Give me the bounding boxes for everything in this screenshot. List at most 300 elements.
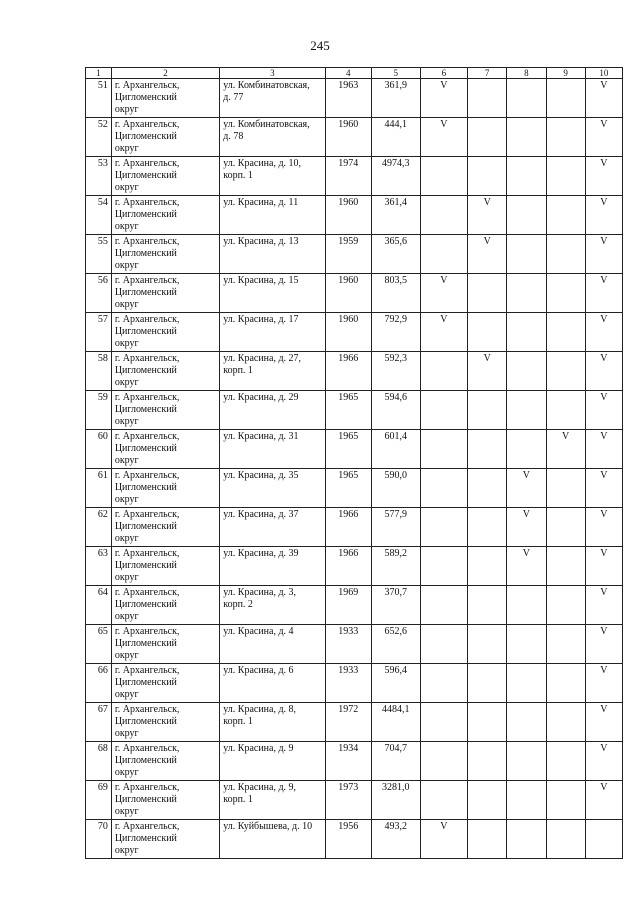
check-mark: V xyxy=(483,236,491,247)
col9-cell xyxy=(546,586,585,625)
address-line-1: ул. Красина, д. 13 xyxy=(223,236,299,247)
col10-cell xyxy=(585,157,622,196)
col8-cell xyxy=(507,703,546,742)
city-text: г. Архангельск, xyxy=(114,119,180,130)
col7-cell xyxy=(468,664,507,703)
row-number: 54 xyxy=(97,197,108,208)
address-cell xyxy=(220,430,325,469)
housing-table xyxy=(85,67,623,859)
page-number: 245 xyxy=(310,38,330,53)
year-value: 1972 xyxy=(338,704,359,715)
row-number: 62 xyxy=(97,509,108,520)
city-text: г. Архангельск, xyxy=(114,197,180,208)
col9-cell xyxy=(546,430,585,469)
locality-cell xyxy=(111,547,219,586)
area-value: 803,5 xyxy=(384,275,408,286)
col10-cell xyxy=(585,313,622,352)
year-cell xyxy=(325,781,371,820)
row-number-cell xyxy=(86,235,112,274)
year-value: 1959 xyxy=(338,236,359,247)
col10-cell xyxy=(585,820,622,859)
col6-cell xyxy=(420,352,468,391)
table-body xyxy=(86,79,623,859)
col10-cell xyxy=(585,547,622,586)
row-number: 53 xyxy=(97,158,108,169)
address-line-1: ул. Красина, д. 39 xyxy=(223,548,299,559)
district-text: Цигломенский xyxy=(114,638,177,649)
area-value: 3281,0 xyxy=(382,782,410,793)
check-mark: V xyxy=(522,470,531,481)
check-mark: V xyxy=(600,665,608,676)
address-line-1: ул. Красина, д. 37 xyxy=(223,509,299,520)
area-value: 594,6 xyxy=(384,392,408,403)
locality-cell xyxy=(111,508,219,547)
col6-cell xyxy=(420,742,468,781)
address-line-1: ул. Красина, д. 17 xyxy=(223,314,299,325)
area-cell xyxy=(372,508,421,547)
year-value: 1960 xyxy=(338,197,359,208)
col9-cell xyxy=(546,781,585,820)
col10-cell xyxy=(585,391,622,430)
row-number-cell xyxy=(86,586,112,625)
year-value: 1960 xyxy=(338,314,359,325)
row-number: 70 xyxy=(97,821,108,832)
table-row xyxy=(86,391,623,430)
address-cell xyxy=(220,274,325,313)
district-suffix-text: округ xyxy=(114,416,139,427)
district-text: Цигломенский xyxy=(114,833,177,844)
year-cell xyxy=(325,625,371,664)
area-cell xyxy=(372,274,421,313)
col10-cell xyxy=(585,703,622,742)
address-line-1: ул. Красина, д. 9, xyxy=(223,782,297,793)
area-cell xyxy=(372,430,421,469)
address-cell xyxy=(220,352,325,391)
address-line-2: корп. 1 xyxy=(223,170,253,181)
col6-cell xyxy=(420,430,468,469)
area-cell xyxy=(372,196,421,235)
address-cell xyxy=(220,586,325,625)
col7-cell xyxy=(468,547,507,586)
year-value: 1963 xyxy=(338,80,359,91)
col10-cell xyxy=(585,79,622,118)
col6-cell xyxy=(420,508,468,547)
city-text: г. Архангельск, xyxy=(114,743,180,754)
year-cell xyxy=(325,742,371,781)
year-cell xyxy=(325,508,371,547)
year-value: 1933 xyxy=(338,626,359,637)
row-number-cell xyxy=(86,157,112,196)
district-text: Цигломенский xyxy=(114,287,177,298)
table-row xyxy=(86,469,623,508)
row-number: 68 xyxy=(97,743,108,754)
city-text: г. Архангельск, xyxy=(114,80,180,91)
table-row xyxy=(86,586,623,625)
col8-cell xyxy=(507,547,546,586)
col9-cell xyxy=(546,625,585,664)
address-line-1: ул. Красина, д. 31 xyxy=(223,431,299,442)
address-line-1: ул. Красина, д. 27, xyxy=(223,353,302,364)
col9-cell xyxy=(546,391,585,430)
area-value: 365,6 xyxy=(384,236,408,247)
area-value: 4974,3 xyxy=(382,158,410,169)
district-text: Цигломенский xyxy=(114,365,177,376)
area-value: 577,9 xyxy=(384,509,408,520)
address-cell xyxy=(220,508,325,547)
check-mark: V xyxy=(440,275,448,286)
col6-cell xyxy=(420,586,468,625)
col6-cell xyxy=(420,820,468,859)
column-header: 3 xyxy=(220,68,325,79)
address-cell xyxy=(220,79,325,118)
col7-cell xyxy=(468,820,507,859)
locality-cell xyxy=(111,235,219,274)
col9-cell xyxy=(546,313,585,352)
city-text: г. Архангельск, xyxy=(114,548,180,559)
address-line-1: ул. Комбинатовская, xyxy=(223,80,310,91)
row-number: 69 xyxy=(97,782,108,793)
col7-cell xyxy=(468,118,507,157)
area-value: 444,1 xyxy=(384,119,408,130)
locality-cell xyxy=(111,157,219,196)
year-value: 1966 xyxy=(338,548,359,559)
year-cell xyxy=(325,196,371,235)
table-row xyxy=(86,118,623,157)
col7-cell xyxy=(468,781,507,820)
district-suffix-text: округ xyxy=(114,494,139,505)
col7-cell xyxy=(468,235,507,274)
year-cell xyxy=(325,820,371,859)
table-row xyxy=(86,664,623,703)
district-text: Цигломенский xyxy=(114,443,177,454)
check-mark: V xyxy=(440,821,448,832)
check-mark: V xyxy=(600,236,608,247)
col6-cell xyxy=(420,703,468,742)
district-suffix-text: округ xyxy=(114,299,139,310)
col8-cell xyxy=(507,274,546,313)
row-number-cell xyxy=(86,781,112,820)
row-number-cell xyxy=(86,79,112,118)
col8-cell xyxy=(507,118,546,157)
col9-cell xyxy=(546,352,585,391)
row-number-cell xyxy=(86,664,112,703)
area-cell xyxy=(372,742,421,781)
check-mark: V xyxy=(600,353,608,364)
check-mark: V xyxy=(600,782,608,793)
table-row xyxy=(86,313,623,352)
check-mark: V xyxy=(600,314,608,325)
col10-cell xyxy=(585,196,622,235)
district-suffix-text: округ xyxy=(114,689,139,700)
col6-cell xyxy=(420,79,468,118)
address-cell xyxy=(220,703,325,742)
locality-cell xyxy=(111,742,219,781)
column-header: 8 xyxy=(507,68,546,79)
col6-cell xyxy=(420,391,468,430)
check-mark: V xyxy=(600,509,608,520)
address-cell xyxy=(220,391,325,430)
address-line-2: д. 77 xyxy=(223,92,244,103)
col7-cell xyxy=(468,313,507,352)
address-line-1: ул. Красина, д. 6 xyxy=(223,665,294,676)
locality-cell xyxy=(111,664,219,703)
check-mark: V xyxy=(600,158,608,169)
city-text: г. Архангельск, xyxy=(114,431,180,442)
column-header: 4 xyxy=(325,68,371,79)
col7-cell xyxy=(468,430,507,469)
year-cell xyxy=(325,664,371,703)
col6-cell xyxy=(420,274,468,313)
col7-cell xyxy=(468,196,507,235)
check-mark: V xyxy=(600,275,608,286)
year-cell xyxy=(325,391,371,430)
district-text: Цигломенский xyxy=(114,404,177,415)
col9-cell xyxy=(546,274,585,313)
check-mark: V xyxy=(600,470,608,481)
column-header: 5 xyxy=(372,68,421,79)
col9-cell xyxy=(546,79,585,118)
district-text: Цигломенский xyxy=(114,560,177,571)
row-number-cell xyxy=(86,196,112,235)
table-row xyxy=(86,196,623,235)
area-cell xyxy=(372,586,421,625)
locality-cell xyxy=(111,196,219,235)
col8-cell xyxy=(507,235,546,274)
year-value: 1974 xyxy=(338,158,359,169)
col8-cell xyxy=(507,469,546,508)
table-row xyxy=(86,508,623,547)
col9-cell xyxy=(546,118,585,157)
area-cell xyxy=(372,469,421,508)
col6-cell xyxy=(420,118,468,157)
area-value: 590,0 xyxy=(384,470,408,481)
check-mark: V xyxy=(600,197,608,208)
col8-cell xyxy=(507,79,546,118)
check-mark: V xyxy=(483,353,491,364)
col8-cell xyxy=(507,391,546,430)
year-value: 1960 xyxy=(338,275,359,286)
area-cell xyxy=(372,820,421,859)
check-mark: V xyxy=(600,704,608,715)
col7-cell xyxy=(468,586,507,625)
col6-cell xyxy=(420,664,468,703)
address-cell xyxy=(220,118,325,157)
check-mark: V xyxy=(522,548,531,559)
address-line-1: ул. Красина, д. 3, xyxy=(223,587,297,598)
address-line-1: ул. Красина, д. 4 xyxy=(223,626,294,637)
district-suffix-text: округ xyxy=(114,221,139,232)
area-value: 361,4 xyxy=(384,197,408,208)
district-suffix-text: округ xyxy=(114,728,139,739)
table-row xyxy=(86,625,623,664)
area-value: 4484,1 xyxy=(382,704,410,715)
year-value: 1956 xyxy=(338,821,359,832)
area-value: 652,6 xyxy=(384,626,408,637)
address-line-1: ул. Красина, д. 9 xyxy=(223,743,294,754)
col8-cell xyxy=(507,196,546,235)
area-cell xyxy=(372,157,421,196)
row-number: 57 xyxy=(97,314,108,325)
col10-cell xyxy=(585,274,622,313)
year-value: 1969 xyxy=(338,587,359,598)
locality-cell xyxy=(111,703,219,742)
row-number-cell xyxy=(86,352,112,391)
check-mark: V xyxy=(522,509,531,520)
area-cell xyxy=(372,391,421,430)
district-suffix-text: округ xyxy=(114,377,139,388)
area-value: 601,4 xyxy=(384,431,408,442)
col7-cell xyxy=(468,742,507,781)
city-text: г. Архангельск, xyxy=(114,821,180,832)
locality-cell xyxy=(111,313,219,352)
area-cell xyxy=(372,235,421,274)
address-line-1: ул. Красина, д. 29 xyxy=(223,392,299,403)
district-text: Цигломенский xyxy=(114,521,177,532)
col9-cell xyxy=(546,469,585,508)
col8-cell xyxy=(507,742,546,781)
check-mark: V xyxy=(600,80,608,91)
table-row xyxy=(86,430,623,469)
city-text: г. Архангельск, xyxy=(114,704,180,715)
col9-cell xyxy=(546,547,585,586)
row-number-cell xyxy=(86,508,112,547)
district-suffix-text: округ xyxy=(114,806,139,817)
col8-cell xyxy=(507,352,546,391)
address-cell xyxy=(220,781,325,820)
col8-cell xyxy=(507,157,546,196)
row-number-cell xyxy=(86,313,112,352)
year-cell xyxy=(325,157,371,196)
col9-cell xyxy=(546,196,585,235)
city-text: г. Архангельск, xyxy=(114,626,180,637)
address-line-1: ул. Куйбышева, д. 10 xyxy=(223,821,313,832)
area-cell xyxy=(372,781,421,820)
locality-cell xyxy=(111,118,219,157)
area-value: 704,7 xyxy=(384,743,408,754)
row-number: 59 xyxy=(97,392,108,403)
city-text: г. Архангельск, xyxy=(114,587,180,598)
col9-cell xyxy=(546,664,585,703)
check-mark: V xyxy=(600,743,608,754)
row-number-cell xyxy=(86,742,112,781)
check-mark: V xyxy=(600,431,608,442)
column-header: 9 xyxy=(546,68,585,79)
col6-cell xyxy=(420,781,468,820)
address-cell xyxy=(220,820,325,859)
area-value: 596,4 xyxy=(384,665,408,676)
column-header: 1 xyxy=(86,68,112,79)
row-number-cell xyxy=(86,625,112,664)
address-cell xyxy=(220,469,325,508)
year-value: 1965 xyxy=(338,431,359,442)
address-line-1: ул. Красина, д. 35 xyxy=(223,470,299,481)
col9-cell xyxy=(546,742,585,781)
area-cell xyxy=(372,79,421,118)
address-line-1: ул. Комбинатовская, xyxy=(223,119,310,130)
city-text: г. Архангельск, xyxy=(114,392,180,403)
col9-cell xyxy=(546,820,585,859)
address-line-2: корп. 1 xyxy=(223,794,253,805)
col6-cell xyxy=(420,196,468,235)
address-cell xyxy=(220,742,325,781)
col10-cell xyxy=(585,742,622,781)
check-mark: V xyxy=(562,431,570,442)
col8-cell xyxy=(507,508,546,547)
col9-cell xyxy=(546,235,585,274)
col6-cell xyxy=(420,235,468,274)
col10-cell xyxy=(585,352,622,391)
year-cell xyxy=(325,586,371,625)
district-text: Цигломенский xyxy=(114,716,177,727)
address-line-1: ул. Красина, д. 8, xyxy=(223,704,297,715)
col9-cell xyxy=(546,157,585,196)
year-value: 1960 xyxy=(338,119,359,130)
col10-cell xyxy=(585,430,622,469)
year-value: 1973 xyxy=(338,782,359,793)
area-cell xyxy=(372,703,421,742)
col8-cell xyxy=(507,664,546,703)
row-number-cell xyxy=(86,274,112,313)
address-cell xyxy=(220,313,325,352)
city-text: г. Архангельск, xyxy=(114,236,180,247)
row-number: 63 xyxy=(97,548,108,559)
address-line-2: корп. 1 xyxy=(223,716,253,727)
district-suffix-text: округ xyxy=(114,104,139,115)
year-value: 1966 xyxy=(338,509,359,520)
col7-cell xyxy=(468,391,507,430)
col10-cell xyxy=(585,781,622,820)
col8-cell xyxy=(507,781,546,820)
year-value: 1965 xyxy=(338,470,359,481)
area-value: 792,9 xyxy=(384,314,408,325)
check-mark: V xyxy=(600,392,608,403)
table-row xyxy=(86,352,623,391)
district-text: Цигломенский xyxy=(114,326,177,337)
area-cell xyxy=(372,625,421,664)
col7-cell xyxy=(468,625,507,664)
col8-cell xyxy=(507,586,546,625)
year-cell xyxy=(325,274,371,313)
district-text: Цигломенский xyxy=(114,794,177,805)
locality-cell xyxy=(111,352,219,391)
column-header: 7 xyxy=(468,68,507,79)
year-cell xyxy=(325,79,371,118)
col8-cell xyxy=(507,430,546,469)
row-number: 51 xyxy=(97,80,108,91)
table-row xyxy=(86,79,623,118)
year-cell xyxy=(325,469,371,508)
area-cell xyxy=(372,313,421,352)
area-cell xyxy=(372,664,421,703)
col10-cell xyxy=(585,664,622,703)
district-text: Цигломенский xyxy=(114,482,177,493)
row-number-cell xyxy=(86,469,112,508)
table-row xyxy=(86,703,623,742)
district-text: Цигломенский xyxy=(114,209,177,220)
check-mark: V xyxy=(600,626,608,637)
col7-cell xyxy=(468,274,507,313)
col7-cell xyxy=(468,157,507,196)
district-text: Цигломенский xyxy=(114,248,177,259)
district-suffix-text: округ xyxy=(114,611,139,622)
locality-cell xyxy=(111,586,219,625)
year-cell xyxy=(325,547,371,586)
city-text: г. Архангельск, xyxy=(114,353,180,364)
col8-cell xyxy=(507,313,546,352)
city-text: г. Архангельск, xyxy=(114,158,180,169)
year-cell xyxy=(325,313,371,352)
district-suffix-text: округ xyxy=(114,845,139,856)
